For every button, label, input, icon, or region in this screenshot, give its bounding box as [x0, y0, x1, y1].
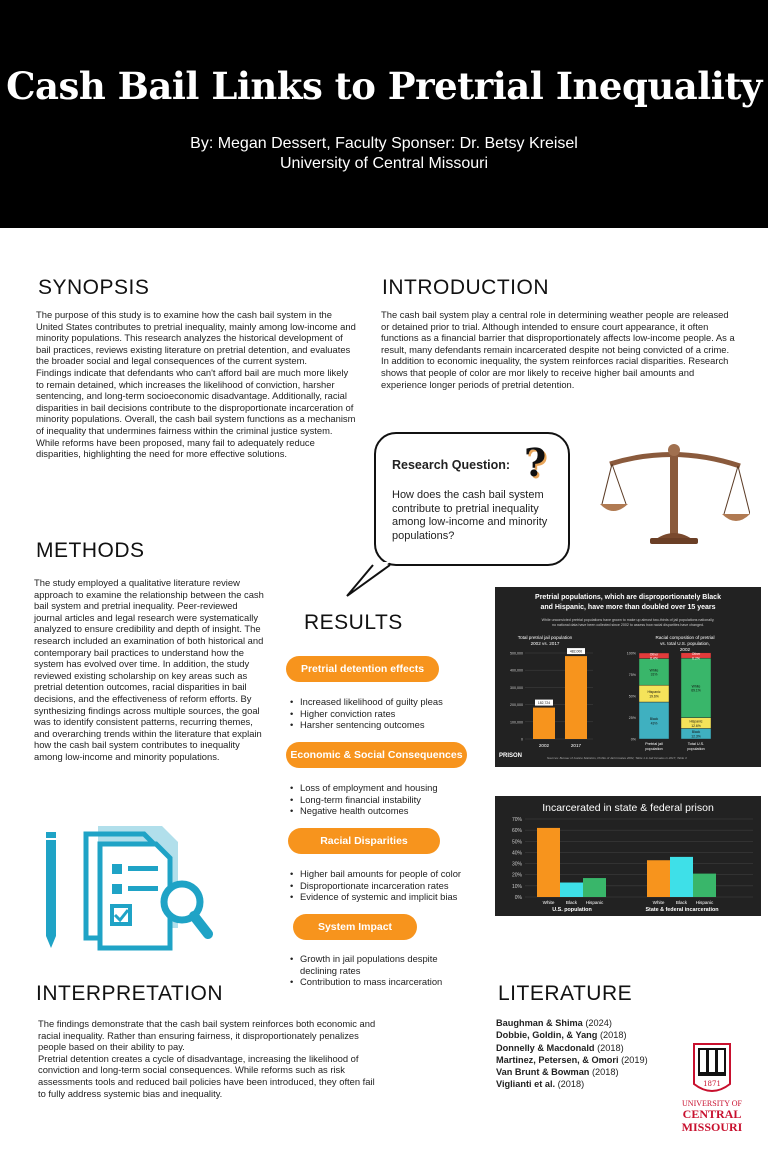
research-question-title: Research Question:	[392, 458, 511, 472]
bar	[670, 857, 693, 897]
literature-item: Van Brunt & Bowman (2018)	[496, 1067, 619, 1078]
list-item: • Growth in jail populations despite declining rates	[290, 953, 460, 976]
scales-of-justice-icon	[600, 438, 750, 548]
literature-item: Martinez, Petersen, & Omori (2019)	[496, 1054, 648, 1065]
chart-incarcerated	[495, 796, 761, 916]
interpretation-paragraph: Pretrial detention creates a cycle of disadvantage, increasing the likelihood of conviction and long-term social consequences. While reforms such as risk assessments tools and reduced bail policies have been introduced, they often fail to fully address systemic bias and inequality.	[38, 1052, 375, 1099]
introduction-text	[381, 309, 737, 390]
interpretation-paragraph: The findings demonstrate that the cash bail system reinforces both economic and racial inequality. Rather than ensuring fairness, it disproportionately penalizes people based on their ability to pay.	[38, 1018, 376, 1053]
chart-title: and Hispanic, have more than doubled over 15 years	[540, 604, 716, 611]
research-question-bubble	[374, 432, 570, 566]
result-pill-economic: Economic & Social Consequences	[286, 742, 467, 768]
data-label: Hispanic	[689, 719, 703, 724]
literature-list	[496, 1017, 676, 1091]
list-item: • Increased likelihood of guilty pleas	[290, 696, 490, 708]
poster-title: Cash Bail Links to Pretrial Inequality	[6, 64, 762, 108]
y-tick-label: 0%	[630, 737, 636, 742]
y-tick-label: 50%	[511, 839, 522, 846]
chart-incarcerated-svg	[495, 796, 761, 916]
panel-title: 2002 vs. 2017	[530, 641, 560, 646]
data-label: 43%	[650, 721, 658, 726]
literature-item: Dobbie, Goldin, & Yang (2018)	[496, 1030, 627, 1041]
data-label: 31%	[650, 672, 658, 677]
chart-subtitle: no national data have been collected since 2002 to assess how racial disparities have changed.	[551, 623, 705, 627]
data-label: Other	[691, 651, 701, 656]
y-tick-label: 70%	[511, 817, 522, 823]
methods-text: The study employed a qualitative literature review approach to examine the relationship between the cash bail system and pretrial inequality. Peer-reviewed journal articles and legal research were systematically analyzed to ensure credibility and depth of insight. The research included an examination of both historical and contemporary bail practices to understand how the system has evolved over time. In addition, the study reviewed existing scholarship on key areas such as pretrial detention outcomes, racial disparities in bail decisions, and the effectiveness of reform efforts. By synthesizing findings across multiple sources, the goal was to identify consistent patterns, recurring themes, and overarching trends within the literature that explain how the cash bail system contributes to inequality among low-income and minority populations.	[34, 577, 264, 762]
data-label: Other	[649, 652, 659, 657]
university: University of Central Missouri	[279, 155, 489, 172]
result-list-racial	[290, 868, 490, 903]
interpretation-text	[38, 1018, 378, 1099]
logo-line3: MISSOURI	[681, 1120, 743, 1134]
introduction-paragraph: The cash bail system play a central role in determining weather people are released or detained prior to trial. Although intended to ensure court appearance, it often functions as a financial barrier that disproportionately affects low-income people. As a result, many defendants remain incarcerated despite not being convicted of a crime.	[381, 309, 735, 355]
y-tick-label: 75%	[628, 673, 636, 677]
bar	[693, 874, 716, 897]
x-tick-label: Total U.S.	[687, 742, 705, 746]
list-item: • Loss of employment and housing	[290, 782, 490, 794]
data-label: Black	[691, 730, 701, 735]
result-pill-system: System Impact	[293, 914, 417, 940]
y-tick-label: 10%	[511, 883, 522, 890]
introduction-title: INTRODUCTION	[382, 276, 549, 299]
literature-title: LITERATURE	[498, 982, 633, 1005]
list-item: • Higher bail amounts for people of color	[290, 868, 490, 880]
data-label: 69.1%	[691, 688, 701, 693]
chart-source: Sources: Bureau of Justice Statistics, Profile of Jail Inmates 2002, Table 1 & Jail Inmates in 2017, Table 3	[547, 756, 687, 760]
x-tick-label: White	[542, 900, 555, 905]
results-title: RESULTS	[304, 611, 403, 634]
bar	[565, 656, 587, 739]
y-tick-label: 50%	[628, 694, 636, 699]
x-tick-label: 2017	[570, 743, 582, 748]
bar	[583, 878, 606, 897]
result-pill-pretrial: Pretrial detention effects	[286, 656, 439, 682]
introduction-paragraph: In addition to economic inequality, the system reinforces racial disparities. Research shows that people of color are mor likely to receive higher bail amounts and experience longer periods of pretrial detention.	[381, 355, 729, 390]
logo-line2: CENTRAL	[682, 1107, 742, 1121]
result-pill-racial: Racial Disparities	[288, 828, 440, 854]
x-tick-label: population	[687, 747, 705, 751]
chart-subtitle: While unconvicted pretrial populations have grown to make up almost two-thirds of jail populations nationally,	[541, 618, 715, 622]
panel-title: Racial composition of pretrial	[655, 635, 715, 640]
data-label: 12.3%	[691, 734, 701, 739]
panel-title: vs. total U.S. population,	[660, 641, 710, 646]
list-item: • Harsher sentencing outcomes	[290, 719, 490, 731]
methods-title: METHODS	[36, 539, 145, 562]
list-item: • Negative health outcomes	[290, 805, 490, 817]
data-label: White	[649, 668, 659, 673]
synopsis-paragraph: Findings indicate that defendants who can't afford bail are much more likely to remain detained, which increases the likelihood of conviction, harsher sentencing, and long-term socioeconomic disadvantage. Additionally, racial disparities in bail decisions contribute to the disproportionate incarceration of minority populations. Overall, the cash bail system functions as a mechanism of inequality that undermines fairness within the criminal justice system. While reforms have been proposed, many fail to adequately reduce disparities, highlighting the need for more effective solutions.	[36, 366, 356, 460]
list-item: • Contribution to mass incarceration	[290, 976, 460, 988]
x-tick-label: Black	[675, 900, 688, 905]
panel-title: 2002	[679, 647, 691, 652]
data-label: 6.4%	[650, 656, 658, 661]
x-tick-label: Hispanic	[695, 900, 714, 905]
y-tick-label: 500,000	[510, 651, 523, 656]
literature-item: Baughman & Shima (2024)	[496, 1018, 612, 1028]
authors: By: Megan Dessert, Faculty Sponser: Dr. Betsy Kreisel	[190, 135, 578, 152]
x-tick-label: population	[645, 747, 663, 751]
data-label: 12.6%	[691, 723, 701, 728]
panel-title: Total pretrial jail population	[517, 635, 573, 640]
y-tick-label: 100,000	[510, 720, 523, 725]
x-tick-label: Black	[565, 900, 578, 905]
data-label: 19.6%	[649, 694, 659, 699]
bar	[647, 860, 670, 897]
logo-year: 1871	[703, 1080, 721, 1088]
y-tick-label: 60%	[511, 828, 522, 835]
group-label: U.S. population	[552, 907, 592, 913]
research-question-text: How does the cash bail system contribute to pretrial inequality among low-income and minority populations?	[392, 489, 548, 542]
data-label: 182,724	[537, 701, 551, 706]
y-tick-label: 25%	[628, 716, 636, 720]
x-tick-label: White	[652, 900, 665, 905]
chart-pretrial-populations	[495, 587, 761, 767]
header-banner	[0, 0, 768, 228]
bar	[533, 708, 555, 739]
bar	[560, 883, 583, 897]
x-tick-label: 2002	[538, 743, 550, 748]
y-tick-label: 30%	[511, 861, 522, 868]
speech-bubble-tail	[345, 560, 405, 600]
list-item: • Higher conviction rates	[290, 708, 490, 720]
list-item: • Disproportionate incarceration rates	[290, 880, 490, 892]
ucm-logo	[672, 1040, 752, 1135]
logo-line1: UNIVERSITY OF	[682, 1099, 742, 1108]
y-tick-label: 200,000	[510, 703, 523, 708]
chart-pretrial-svg	[495, 587, 761, 767]
literature-item: Viglianti et al. (2018)	[496, 1079, 585, 1090]
group-label: State & federal incarceration	[645, 907, 719, 913]
bar	[537, 828, 560, 897]
chart-title: Pretrial populations, which are disproportionately Black	[535, 594, 721, 601]
document-review-icon	[40, 826, 215, 956]
data-label: White	[691, 684, 701, 689]
data-label: 482,000	[569, 649, 583, 654]
data-label: 6.2%	[692, 656, 700, 661]
data-label: Hispanic	[647, 690, 661, 695]
x-tick-label: Hispanic	[585, 900, 604, 905]
synopsis-title: SYNOPSIS	[38, 276, 150, 299]
x-tick-label: Pretrial jail	[645, 742, 663, 746]
result-list-pretrial	[290, 696, 490, 731]
y-tick-label: 400,000	[510, 668, 523, 673]
result-list-system	[290, 953, 460, 988]
interpretation-title: INTERPRETATION	[36, 982, 224, 1005]
y-tick-label: 40%	[511, 850, 522, 857]
y-tick-label: 300,000	[510, 685, 523, 690]
y-tick-label: 20%	[511, 872, 522, 879]
chart-title: Incarcerated in state & federal prison	[542, 802, 714, 814]
list-item: • Evidence of systemic and implicit bias	[290, 891, 490, 903]
literature-item: Donnelly & Macdonald (2018)	[496, 1042, 624, 1053]
y-tick-label: 0%	[514, 895, 522, 901]
result-list-economic	[290, 782, 490, 817]
y-tick-label: 0	[521, 737, 523, 742]
question-mark-icon: ?	[524, 440, 547, 485]
y-tick-label: 100%	[626, 651, 636, 656]
prison-policy-logo: PRISON	[499, 753, 523, 759]
synopsis-text	[36, 309, 356, 460]
synopsis-paragraph: The purpose of this study is to examine how the cash bail system in the United States contributes to pretrial inequality, mainly among low-income and minority populations. This research analyzes the historical development of bail practices, reviews existing literature on pretrial detention, and evaluates the broader social and legal consequences of the current system.	[36, 309, 356, 367]
list-item: • Long-term financial instability	[290, 794, 490, 806]
data-label: Black	[649, 717, 659, 722]
